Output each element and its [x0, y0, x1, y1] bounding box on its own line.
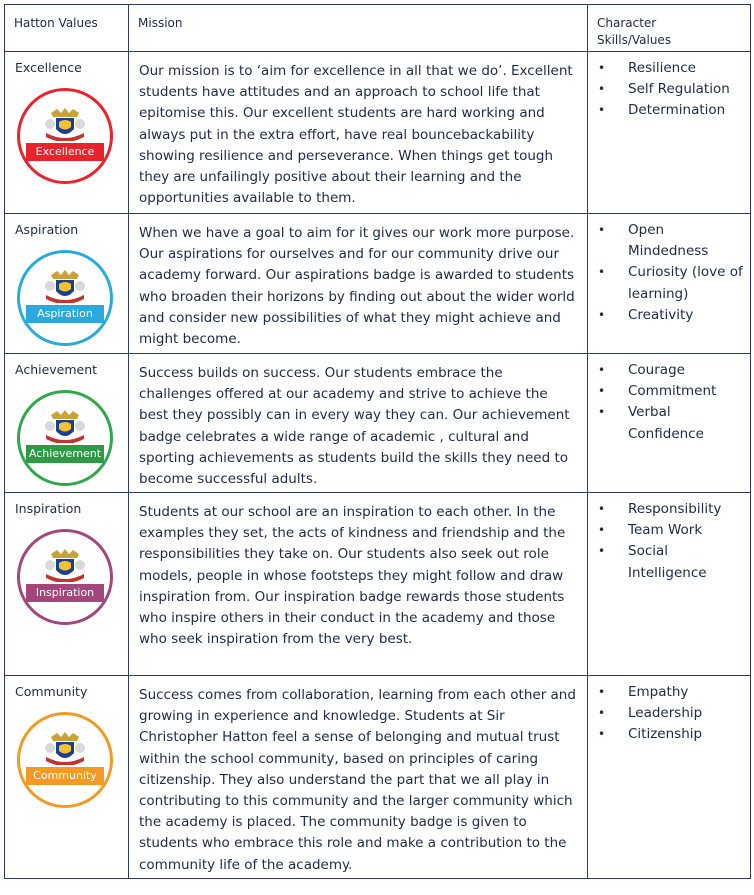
value-badge: [17, 88, 113, 184]
value-row: [5, 493, 751, 676]
bullet-icon: •: [598, 363, 606, 377]
skill-label: Open Mindedness: [628, 222, 709, 260]
badge-ribbon-label: Excellence: [26, 143, 104, 161]
hatton-values-document: [4, 4, 750, 879]
school-crest-icon: [43, 107, 87, 145]
skill-item: [594, 381, 746, 402]
skill-label: Determination: [628, 102, 726, 119]
bullet-icon: •: [598, 523, 606, 538]
skill-label: Self Regulation: [628, 81, 730, 98]
skill-label: Creativity: [628, 306, 694, 323]
skill-item: [594, 703, 746, 724]
mission-cell: [129, 354, 588, 493]
mission-cell: [129, 676, 588, 879]
skill-label: Social Intelligence: [628, 543, 707, 581]
bullet-icon: •: [598, 727, 606, 742]
bullet-icon: •: [598, 61, 606, 75]
skills-cell: [588, 52, 751, 214]
value-name: Community: [15, 684, 88, 699]
skill-label: Team Work: [628, 522, 703, 539]
mission-text: Success comes from collaboration, learning from each other and growing in experience and knowledge. Students at Sir Christopher Hatton feel a sense of belonging and mutual trust within the school community, based on principles of caring citizenship. They also understand the part that we all play in contributing to this community and the larger community which the academy is placed. The community badge is given to students who embrace this role and make a contribution to the community life of the academy.: [139, 687, 576, 873]
skill-label: Resilience: [628, 60, 696, 76]
badge-ribbon-label: Inspiration: [26, 584, 104, 602]
value-row: [5, 354, 751, 493]
value-cell: [5, 214, 129, 354]
skill-item: [594, 541, 746, 583]
school-crest-icon: [43, 548, 87, 586]
mission-text: Students at our school are an inspiration to each other. In the examples they set, the acts of kindness and friendship and the responsibilities they take on. Our students also seek out role models, people in whose footsteps they might follow and draw inspiration from. Our inspiration badge rewards those students who inspire others in their conduct in the academy and those who seek inspiration from the very best.: [139, 504, 566, 648]
badge-ribbon-label: Achievement: [26, 445, 104, 463]
bullet-icon: •: [598, 103, 606, 118]
bullet-icon: •: [598, 685, 606, 699]
skills-cell: [588, 493, 751, 676]
skill-label: Citizenship: [628, 726, 703, 743]
mission-cell: [129, 52, 588, 214]
skill-label: Verbal Confidence: [628, 404, 704, 442]
skill-item: [594, 220, 746, 262]
header-row: [5, 5, 751, 52]
value-row: [5, 52, 751, 214]
value-badge: [17, 250, 113, 346]
skill-item: [594, 682, 746, 703]
value-cell: [5, 676, 129, 879]
skill-item: [594, 520, 746, 541]
skills-cell: [588, 676, 751, 879]
skill-item: [594, 79, 746, 100]
bullet-icon: •: [598, 502, 606, 516]
value-name: Achievement: [15, 362, 98, 377]
bullet-icon: •: [598, 706, 606, 721]
value-name: Excellence: [15, 60, 82, 75]
school-crest-icon: [43, 409, 87, 447]
skills-list: [588, 354, 750, 445]
badge-ribbon-label: Community: [26, 767, 104, 785]
skill-item: [594, 402, 746, 444]
skill-item: [594, 360, 746, 381]
value-cell: [5, 52, 129, 214]
skill-label: Responsibility: [628, 501, 722, 517]
mission-text: Our mission is to ‘aim for excellence in all that we do’. Excellent students have attitudes and an approach to school life that epitomise this. Our excellent students are hard working and always put in the extra effort, have real bouncebackability showing resilience and perseverance. When things get tough they are unfailingly positive about their learning and the opportunities available to them.: [139, 63, 573, 207]
skill-label: Commitment: [628, 383, 717, 400]
bullet-icon: •: [598, 265, 606, 280]
bullet-icon: •: [598, 384, 606, 399]
bullet-icon: •: [598, 544, 606, 559]
value-badge: [17, 712, 113, 808]
skill-label: Courage: [628, 362, 685, 378]
mission-cell: [129, 214, 588, 354]
value-name: Aspiration: [15, 222, 79, 237]
skills-list: [588, 676, 750, 746]
skill-label: Leadership: [628, 705, 703, 722]
value-row: [5, 676, 751, 879]
value-cell: [5, 493, 129, 676]
header-hatton-values: Hatton Values: [5, 5, 129, 52]
skills-list: [588, 214, 750, 326]
value-row: [5, 214, 751, 354]
school-crest-icon: [43, 269, 87, 307]
header-mission: Mission: [129, 5, 588, 52]
value-cell: [5, 354, 129, 493]
skills-list: [588, 52, 750, 122]
header-character-skills: Character Skills/Values: [588, 5, 751, 52]
skill-item: [594, 724, 746, 745]
badge-ribbon-label: Aspiration: [26, 305, 104, 323]
skills-list: [588, 493, 750, 584]
values-table: [4, 4, 751, 879]
mission-text: Success builds on success. Our students embrace the challenges offered at our academy and strive to achieve the best they possibly can in every way they can. Our achievement badge celebrates a wide range of academic , cultural and sporting achievements as students build the skills they need to become successful adults.: [139, 365, 570, 488]
mission-cell: [129, 493, 588, 676]
skill-label: Curiosity (love of learning): [628, 264, 743, 302]
value-badge: [17, 529, 113, 625]
skill-item: [594, 262, 746, 304]
mission-text: When we have a goal to aim for it gives our work more purpose. Our aspirations for ourselves and for our community drive our academy forward. Our aspirations badge is awarded to students who broaden their horizons by finding out about the wider world and consider new possibilities of what they might achieve and might become.: [139, 225, 575, 348]
value-badge: [17, 390, 113, 486]
skills-cell: [588, 354, 751, 493]
skill-item: [594, 305, 746, 326]
bullet-icon: •: [598, 307, 606, 322]
skill-item: [594, 499, 746, 520]
school-crest-icon: [43, 731, 87, 769]
skills-cell: [588, 214, 751, 354]
value-name: Inspiration: [15, 501, 82, 516]
skill-item: [594, 100, 746, 121]
bullet-icon: •: [598, 223, 606, 237]
bullet-icon: •: [598, 405, 606, 420]
skill-item: [594, 58, 746, 79]
bullet-icon: •: [598, 82, 606, 97]
skill-label: Empathy: [628, 684, 689, 700]
